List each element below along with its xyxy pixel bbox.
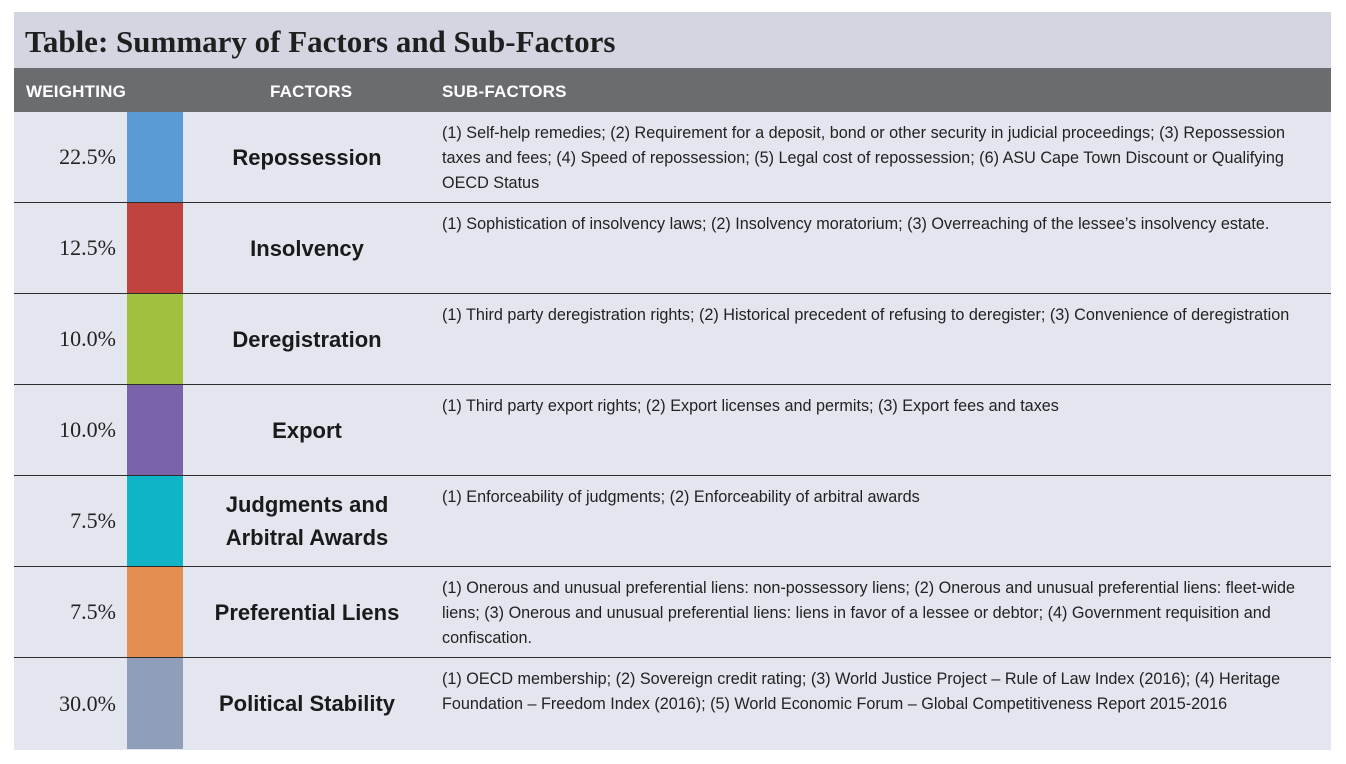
table-row xyxy=(14,567,1331,658)
table-row xyxy=(14,294,1331,385)
weight-value: 7.5% xyxy=(70,599,116,624)
weight-value: 10.0% xyxy=(59,326,116,351)
factor-color-swatch xyxy=(127,112,183,202)
sub-factors-text: (1) Onerous and unusual preferential liens: non-possessory liens; (2) Onerous and unusual preferential liens: fleet-wide liens; (3) Onerous and unusual preferential liens: liens in favor of a lessee or debtor; (4) Government requisition and confiscation. xyxy=(442,579,1296,647)
header-sub-factors: SUB-FACTORS xyxy=(442,82,567,101)
factor-name: Preferential Liens xyxy=(214,599,400,625)
summary-table xyxy=(14,12,1331,750)
factor-color-swatch xyxy=(127,658,183,749)
sub-factors-text: (1) Sophistication of insolvency laws; (2) Insolvency moratorium; (3) Overreaching of the lessee’s insolvency estate. xyxy=(442,215,1270,233)
sub-factors-text: (1) Self-help remedies; (2) Requirement for a deposit, bond or other security in judicial proceedings; (3) Repossession taxes and fees; (4) Speed of repossession; (5) Legal cost of repossession; (6) ASU Cape Town Discount or Qualifying OECD Status xyxy=(442,124,1286,192)
table-title: Table: Summary of Factors and Sub-Factors xyxy=(25,24,616,59)
factor-color-swatch xyxy=(127,203,183,293)
sub-factors-text: (1) Third party deregistration rights; (2) Historical precedent of refusing to deregister; (3) Convenience of deregistration xyxy=(442,306,1290,324)
table-row xyxy=(14,203,1331,294)
factor-color-swatch xyxy=(127,385,183,475)
weight-value: 7.5% xyxy=(70,508,116,533)
header-weighting: WEIGHTING xyxy=(26,82,127,101)
title-bar xyxy=(14,12,1331,68)
sub-factors-text: (1) Third party export rights; (2) Export licenses and permits; (3) Export fees and taxes xyxy=(442,397,1059,415)
factor-name: Export xyxy=(272,417,342,443)
weight-value: 10.0% xyxy=(59,417,116,442)
factor-name: Deregistration xyxy=(232,326,382,352)
factor-name: Repossession xyxy=(232,144,382,170)
table-row xyxy=(14,658,1331,749)
factor-name: Insolvency xyxy=(250,235,364,261)
table-row xyxy=(14,112,1331,203)
table-body xyxy=(14,112,1331,749)
weight-value: 22.5% xyxy=(59,144,116,169)
table-row xyxy=(14,385,1331,476)
header-factors: FACTORS xyxy=(270,82,353,101)
factor-name: Political Stability xyxy=(218,691,396,716)
factor-color-swatch xyxy=(127,567,183,657)
factor-name: Judgments and Arbitral Awards xyxy=(225,492,389,550)
weight-value: 12.5% xyxy=(59,235,116,260)
factor-color-swatch xyxy=(127,294,183,384)
table-row xyxy=(14,476,1331,567)
sub-factors-text: (1) Enforceability of judgments; (2) Enforceability of arbitral awards xyxy=(442,488,920,506)
weight-value: 30.0% xyxy=(59,690,116,716)
table-header xyxy=(14,68,1331,112)
sub-factors-text: (1) OECD membership; (2) Sovereign credit rating; (3) World Justice Project – Rule of Law Index (2016); (4) Heritage Foundation – Freedom Index (2016); (5) World Economic Forum – Global Competitiveness Report 2015-2016 xyxy=(442,670,1281,713)
factor-color-swatch xyxy=(127,476,183,566)
